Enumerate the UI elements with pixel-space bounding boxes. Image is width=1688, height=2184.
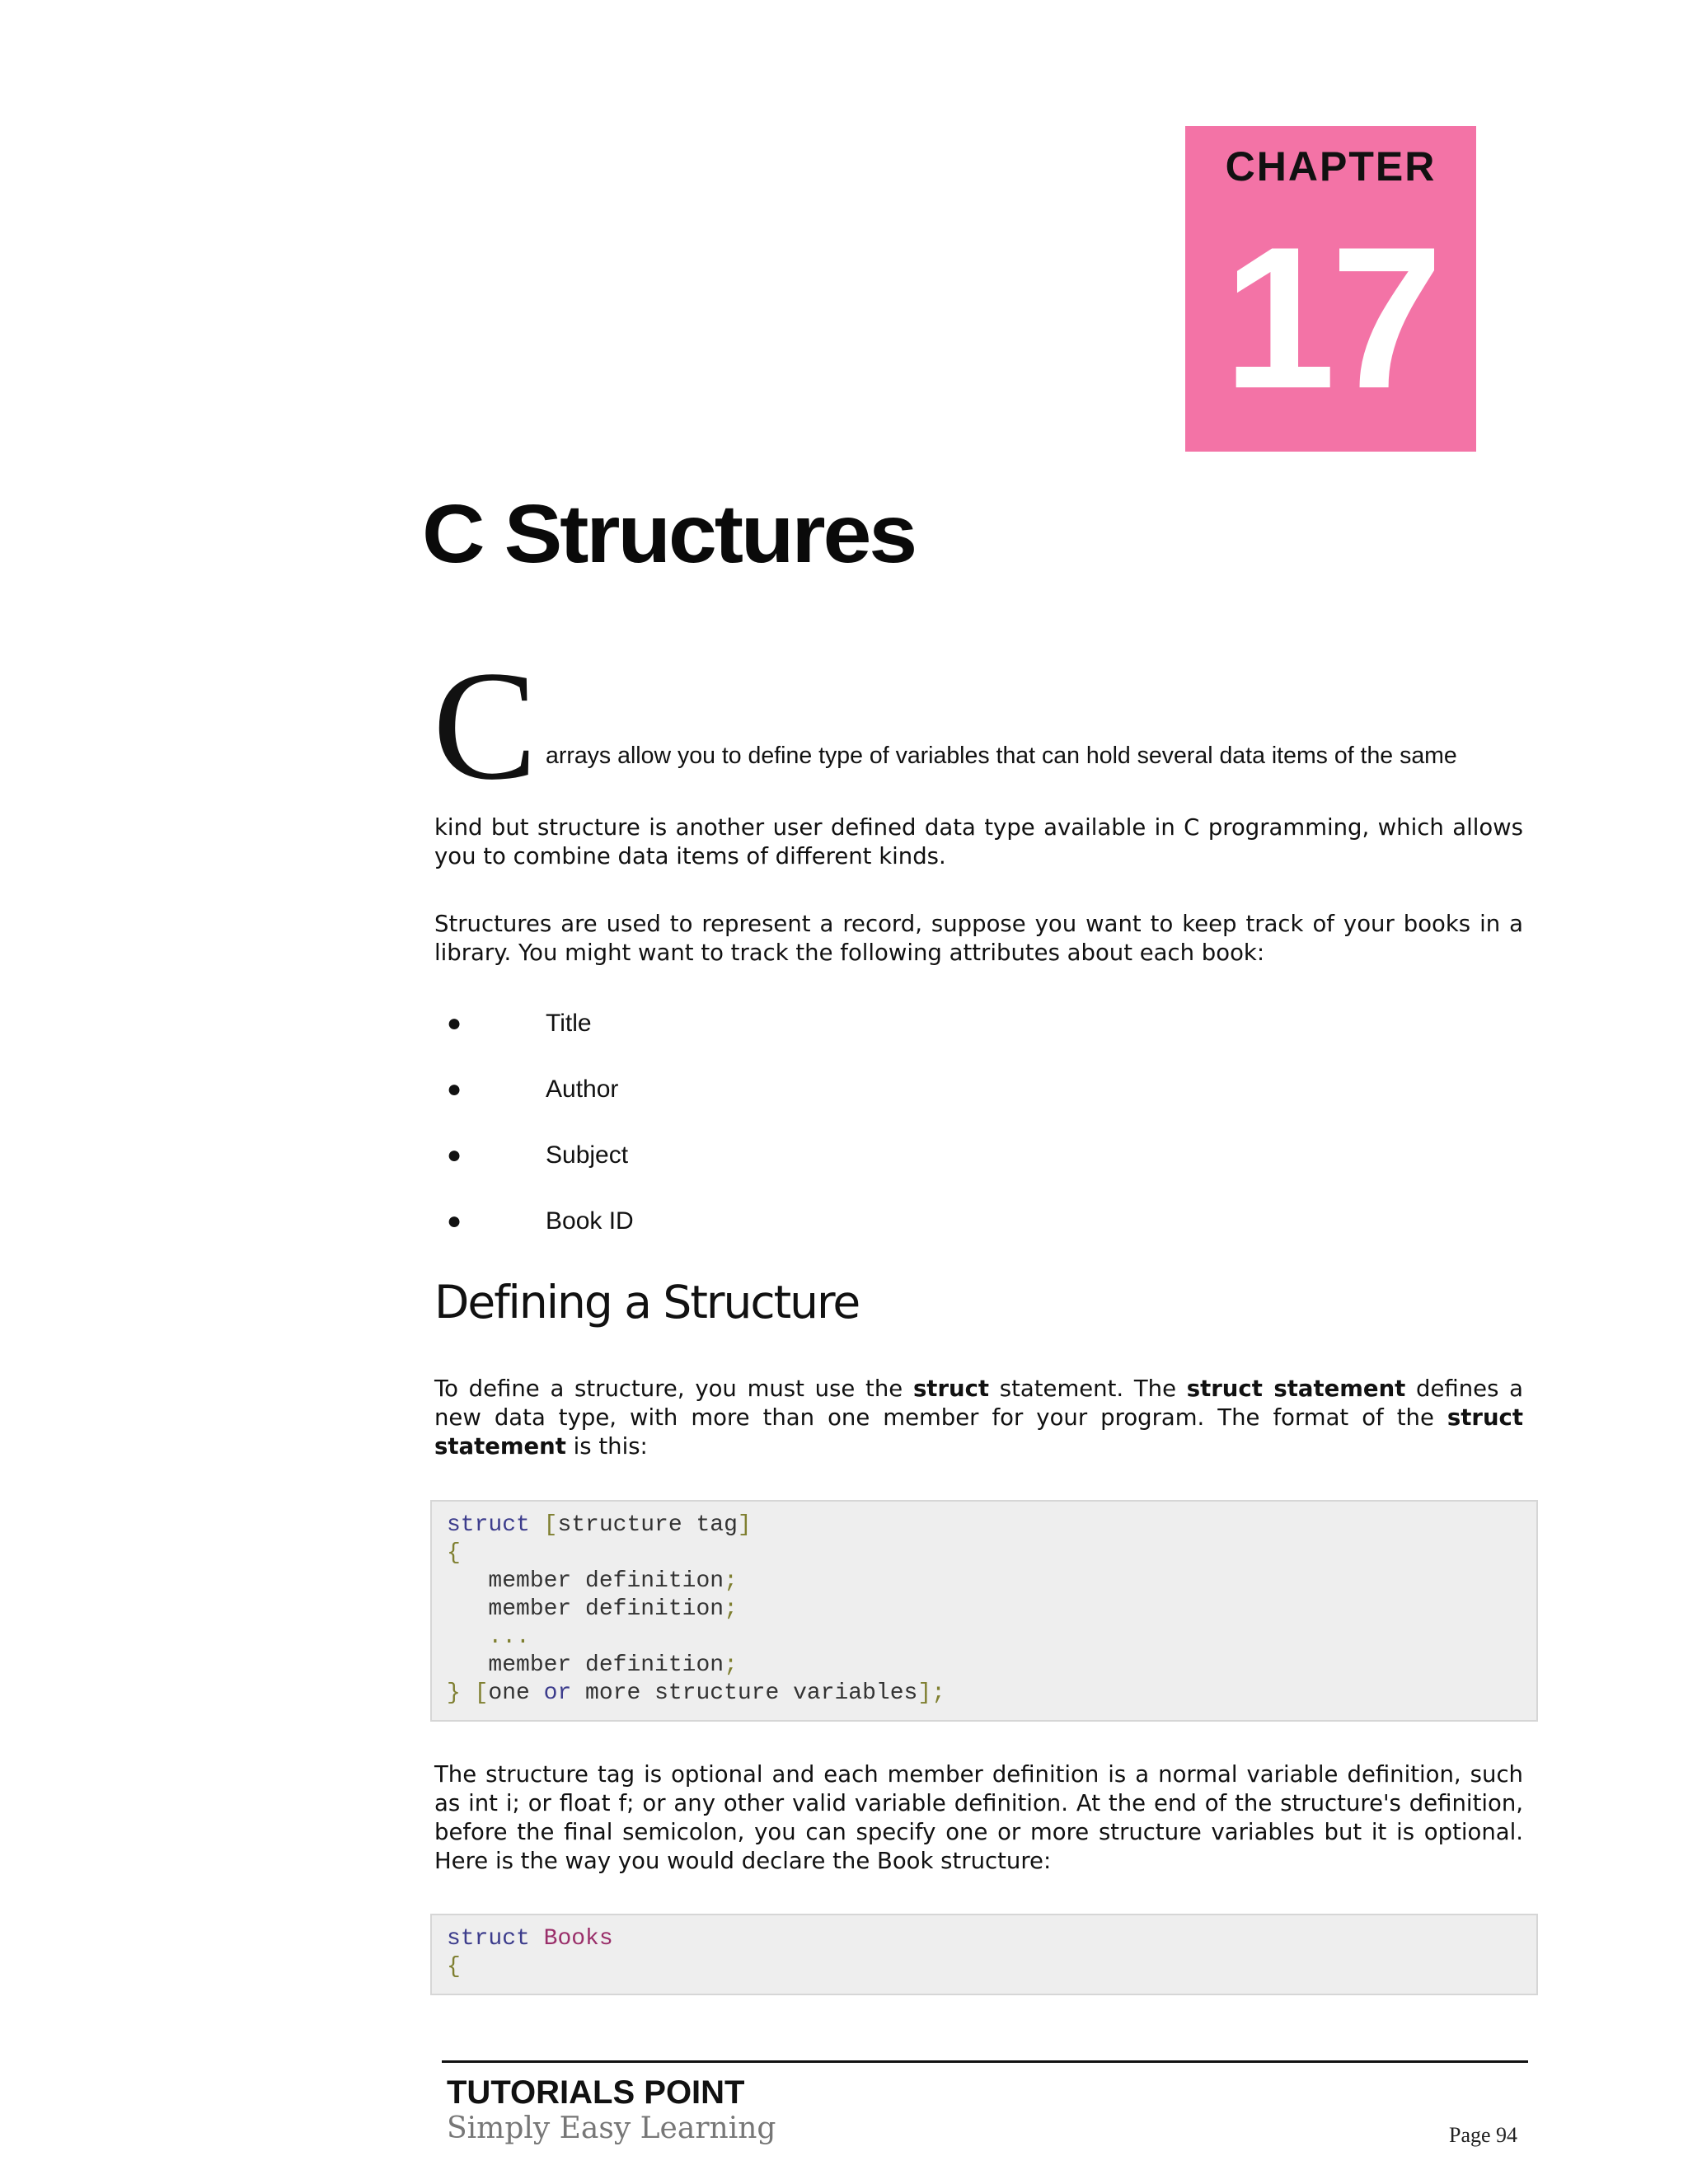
code-line: { [447,1954,461,1980]
bullet-icon: ● [447,1076,462,1103]
code-keyword: struct [447,1512,530,1538]
code-punct: [ [460,1680,489,1706]
list-item: Title [546,1010,592,1037]
bold-term: struct statement [434,1404,1523,1460]
code-punct: ; [724,1568,738,1594]
intro-continuation: kind but structure is another user defined data type available in C programming, which allows you to combine data items of different kinds. [434,814,1523,869]
bullet-icon: ● [447,1141,462,1169]
chapter-number: 17 [1223,204,1438,430]
code-text: more structure variables [571,1680,918,1706]
bullet-icon: ● [447,1010,462,1037]
code-text: one [488,1680,544,1706]
code-text: member definition [488,1568,724,1594]
code-line: { [447,1540,461,1566]
code-punct: ; [724,1652,738,1678]
chapter-label: CHAPTER [1225,143,1437,190]
code-punct: ; [724,1596,738,1622]
text-run: is this: [565,1433,648,1460]
code-line [447,1680,945,1706]
footer-brand: TUTORIALS POINT [447,2074,745,2111]
list-item: Book ID [546,1207,634,1235]
footer-divider [442,2060,1528,2063]
code-punct: [ [529,1512,558,1538]
code-line [447,1652,738,1678]
code-punct: ... [488,1624,530,1650]
code-punct: ] [737,1512,752,1538]
bold-term: struct [912,1376,990,1402]
code-text: structure tag [557,1512,738,1538]
bullet-icon: ● [447,1207,462,1235]
text-run: defines a new data type, with more than one member for your program. The format of the [434,1376,1524,1431]
code-line [447,1624,530,1650]
paragraph-structure-tag: The structure tag is optional and each member definition is a normal variable definition, such as int i; or float f; or any other valid variable definition. At the end of the structure's definition, before the final semicolon, you can specify one or more structure variables but it is optional. Here is the way you would declare the Book structure: [434,1761,1523,1874]
chapter-badge [1185,126,1476,452]
text-run: To define a structure, you must use the [434,1376,913,1402]
code-text: member definition [488,1652,724,1678]
paragraph-records: Structures are used to represent a record, suppose you want to keep track of your books in a library. You might want to track the following attributes about each book: [434,911,1523,966]
code-keyword: or [543,1680,572,1706]
code-line [447,1596,738,1622]
intro-first-line: arrays allow you to define type of variables that can hold several data items of the same [546,743,1457,769]
list-item: Subject [546,1141,629,1169]
code-text: member definition [488,1596,724,1622]
chapter-title: C Structures [422,488,916,580]
code-block-books [430,1914,1538,1995]
code-block-struct-format [430,1500,1538,1722]
code-line [447,1926,613,1952]
bold-term: struct statement [1186,1376,1406,1402]
list-item: Author [546,1076,619,1103]
code-line [447,1512,752,1538]
section-heading: Defining a Structure [434,1276,860,1329]
code-type-name: Books [543,1926,613,1952]
page-number: Page 94 [1449,2123,1518,2147]
text-run: statement. The [989,1376,1187,1402]
drop-cap: C [433,640,537,813]
footer-tagline: Simply Easy Learning [447,2111,776,2145]
code-punct: ]; [917,1680,945,1706]
paragraph-struct-statement [434,1375,1523,1461]
code-punct: } [447,1680,461,1706]
code-line [447,1568,738,1594]
code-keyword: struct [447,1926,530,1952]
